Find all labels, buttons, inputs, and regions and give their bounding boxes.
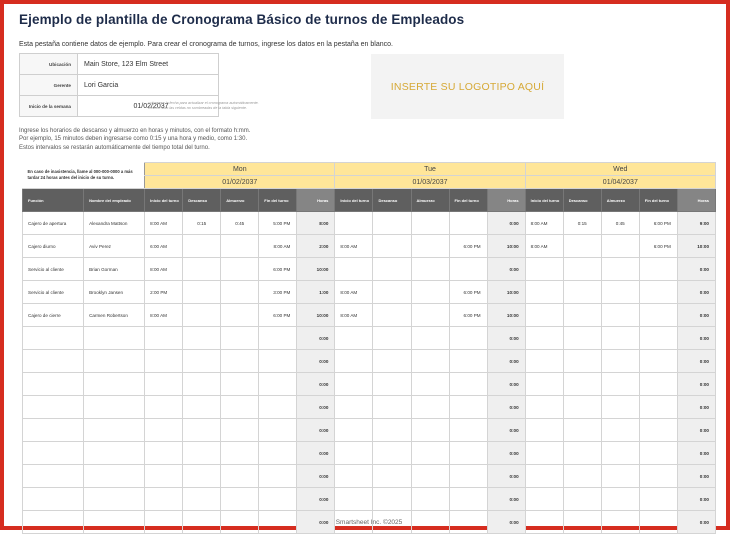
- shift-start-cell[interactable]: [145, 465, 183, 488]
- hours-cell: 0:00: [487, 212, 525, 235]
- break-cell[interactable]: [563, 281, 601, 304]
- break-cell[interactable]: [183, 465, 221, 488]
- break-cell[interactable]: [373, 396, 411, 419]
- shift-start-cell[interactable]: [525, 281, 563, 304]
- lunch-cell[interactable]: [221, 442, 259, 465]
- role-cell[interactable]: Cajero diurno: [23, 235, 84, 258]
- hint-line: Rellene solo las celdas no sombreadas de la tabla siguiente.: [148, 106, 248, 110]
- shift-start-cell[interactable]: [335, 442, 373, 465]
- shift-end-cell[interactable]: [449, 373, 487, 396]
- lunch-cell[interactable]: [601, 396, 639, 419]
- employee-cell[interactable]: [84, 465, 145, 488]
- shift-end-cell[interactable]: [259, 327, 297, 350]
- hours-cell: 0:00: [487, 350, 525, 373]
- header-lunch: Almuerzo: [221, 189, 259, 212]
- break-cell[interactable]: [563, 235, 601, 258]
- hours-cell: 1:00: [297, 281, 335, 304]
- hours-cell: 0:00: [677, 488, 715, 511]
- break-cell[interactable]: [563, 396, 601, 419]
- table-row: [23, 488, 716, 511]
- logo-placeholder[interactable]: [371, 54, 564, 119]
- header-break: Descanso: [563, 189, 601, 212]
- day-date: 01/04/2037: [525, 176, 715, 189]
- shift-start-cell[interactable]: [525, 442, 563, 465]
- shift-start-cell[interactable]: [335, 258, 373, 281]
- hint-line: <<Ingrese la fecha para actualizar el cronograma automáticamente.: [148, 101, 259, 105]
- role-cell[interactable]: [23, 465, 84, 488]
- shift-end-cell[interactable]: [639, 258, 677, 281]
- lunch-cell[interactable]: [221, 258, 259, 281]
- break-cell[interactable]: [563, 304, 601, 327]
- break-cell[interactable]: 0:15: [563, 212, 601, 235]
- lunch-cell[interactable]: [221, 327, 259, 350]
- hours-cell: 0:00: [487, 396, 525, 419]
- shift-end-cell[interactable]: [259, 350, 297, 373]
- page-title: Ejemplo de plantilla de Cronograma Básico de turnos de Empleados: [19, 12, 465, 27]
- hours-cell: 10:00: [297, 304, 335, 327]
- shift-start-cell[interactable]: 8:00 AM: [145, 258, 183, 281]
- hours-cell: 0:00: [487, 511, 525, 534]
- break-cell[interactable]: [183, 304, 221, 327]
- day-name: Mon: [145, 163, 335, 176]
- shift-start-cell[interactable]: [525, 396, 563, 419]
- shift-start-cell[interactable]: [335, 396, 373, 419]
- instruction-line: Por ejemplo, 15 minutos deben ingresarse como 0:15 y una hora y medio, como 1:30.: [19, 136, 248, 143]
- shift-end-cell[interactable]: [259, 419, 297, 442]
- shift-start-cell[interactable]: 8:00 AM: [335, 304, 373, 327]
- hours-cell: 0:00: [297, 396, 335, 419]
- shift-start-cell[interactable]: [335, 350, 373, 373]
- shift-start-cell[interactable]: [145, 442, 183, 465]
- shift-end-cell[interactable]: [449, 258, 487, 281]
- day-date: 01/02/2037: [145, 176, 335, 189]
- shift-end-cell[interactable]: [449, 442, 487, 465]
- shift-start-cell[interactable]: [525, 350, 563, 373]
- break-cell[interactable]: [183, 373, 221, 396]
- shift-start-cell[interactable]: [335, 488, 373, 511]
- shift-start-cell[interactable]: [145, 488, 183, 511]
- shift-end-cell[interactable]: [259, 465, 297, 488]
- shift-start-cell[interactable]: [525, 373, 563, 396]
- shift-end-cell[interactable]: [449, 212, 487, 235]
- employee-cell[interactable]: Alexandra Mattson: [84, 212, 145, 235]
- week-start-value[interactable]: 01/02/2037: [78, 96, 219, 117]
- break-cell[interactable]: [373, 212, 411, 235]
- schedule-table: [22, 162, 716, 534]
- hours-cell: 0:00: [487, 327, 525, 350]
- break-cell[interactable]: [373, 419, 411, 442]
- table-row: [23, 281, 716, 304]
- lunch-cell[interactable]: [411, 327, 449, 350]
- shift-end-cell[interactable]: [449, 419, 487, 442]
- hours-cell: 0:00: [487, 488, 525, 511]
- shift-end-cell[interactable]: [639, 396, 677, 419]
- day-date: 01/03/2037: [335, 176, 525, 189]
- shift-end-cell[interactable]: 6:00 PM: [449, 235, 487, 258]
- shift-end-cell[interactable]: [639, 419, 677, 442]
- header-employee: Nombre del empleado: [84, 189, 145, 212]
- lunch-cell[interactable]: [601, 488, 639, 511]
- shift-end-cell[interactable]: [259, 442, 297, 465]
- day-name-row: [23, 163, 716, 176]
- hours-cell: 10:00: [487, 281, 525, 304]
- employee-cell[interactable]: [84, 442, 145, 465]
- break-cell[interactable]: [373, 258, 411, 281]
- lunch-cell[interactable]: 0:45: [221, 212, 259, 235]
- lunch-cell[interactable]: [601, 304, 639, 327]
- hours-cell: 0:00: [677, 465, 715, 488]
- hours-cell: 0:00: [677, 373, 715, 396]
- manager-label: Gerente: [20, 75, 78, 96]
- break-cell[interactable]: [373, 488, 411, 511]
- header-shift-end: Fin del turno: [449, 189, 487, 212]
- break-cell[interactable]: [373, 373, 411, 396]
- table-row: [23, 373, 716, 396]
- shift-end-cell[interactable]: 6:00 PM: [449, 281, 487, 304]
- role-cell[interactable]: [23, 419, 84, 442]
- role-cell[interactable]: Servicio al cliente: [23, 258, 84, 281]
- lunch-cell[interactable]: [411, 281, 449, 304]
- role-cell[interactable]: [23, 442, 84, 465]
- shift-end-cell[interactable]: 6:00 PM: [259, 304, 297, 327]
- header-role: Función: [23, 189, 84, 212]
- break-cell[interactable]: [183, 442, 221, 465]
- shift-end-cell[interactable]: [639, 488, 677, 511]
- lunch-cell[interactable]: [411, 442, 449, 465]
- shift-start-cell[interactable]: [525, 488, 563, 511]
- footer: Smartsheet Inc. ©2025: [335, 519, 403, 526]
- break-cell[interactable]: [373, 327, 411, 350]
- shift-end-cell[interactable]: 6:00 PM: [449, 304, 487, 327]
- manager-value[interactable]: Lori Garcia: [78, 75, 219, 96]
- hours-cell: 0:00: [487, 373, 525, 396]
- break-cell[interactable]: [183, 258, 221, 281]
- hours-cell: 0:00: [677, 258, 715, 281]
- shift-start-cell[interactable]: [335, 327, 373, 350]
- shift-end-cell[interactable]: 3:00 PM: [259, 281, 297, 304]
- lunch-cell[interactable]: [411, 396, 449, 419]
- hours-cell: 0:00: [677, 511, 715, 534]
- shift-end-cell[interactable]: 6:00 PM: [259, 258, 297, 281]
- header-hours: Horas: [297, 189, 335, 212]
- shift-start-cell[interactable]: [525, 465, 563, 488]
- role-cell[interactable]: [23, 488, 84, 511]
- shift-start-cell[interactable]: 8:00 AM: [145, 304, 183, 327]
- location-label: Ubicación: [20, 54, 78, 75]
- shift-start-cell[interactable]: 8:00 AM: [335, 281, 373, 304]
- break-cell[interactable]: [373, 350, 411, 373]
- hours-cell: 0:00: [677, 419, 715, 442]
- break-cell[interactable]: [563, 488, 601, 511]
- header-hours: Horas: [677, 189, 715, 212]
- hours-cell: 10:00: [677, 235, 715, 258]
- shift-end-cell[interactable]: 5:00 PM: [259, 212, 297, 235]
- break-cell[interactable]: [183, 488, 221, 511]
- shift-end-cell[interactable]: [259, 488, 297, 511]
- shift-end-cell[interactable]: [639, 465, 677, 488]
- lunch-cell[interactable]: [601, 373, 639, 396]
- table-row: [23, 327, 716, 350]
- header-shift-start: Inicio del turno: [525, 189, 563, 212]
- shift-end-cell[interactable]: [639, 442, 677, 465]
- lunch-cell[interactable]: [601, 235, 639, 258]
- break-cell[interactable]: [563, 465, 601, 488]
- shift-end-cell[interactable]: [639, 304, 677, 327]
- shift-end-cell[interactable]: [449, 350, 487, 373]
- break-cell[interactable]: [373, 281, 411, 304]
- shift-start-cell[interactable]: [145, 350, 183, 373]
- role-cell[interactable]: Servicio al cliente: [23, 281, 84, 304]
- break-cell[interactable]: [183, 235, 221, 258]
- lunch-cell[interactable]: [221, 281, 259, 304]
- hours-cell: 0:00: [297, 511, 335, 534]
- break-cell[interactable]: [563, 350, 601, 373]
- lunch-cell[interactable]: [411, 465, 449, 488]
- lunch-cell[interactable]: [221, 350, 259, 373]
- table-row: [23, 350, 716, 373]
- hours-cell: 0:00: [487, 419, 525, 442]
- hours-cell: 0:00: [487, 442, 525, 465]
- hours-cell: 10:00: [487, 235, 525, 258]
- instruction-line: Estos intervalos se restarán automáticamente del tiempo total del turno.: [19, 144, 210, 151]
- shift-end-cell[interactable]: [449, 396, 487, 419]
- shift-end-cell[interactable]: 8:00 AM: [259, 235, 297, 258]
- employee-cell[interactable]: [84, 419, 145, 442]
- role-cell[interactable]: [23, 373, 84, 396]
- break-cell[interactable]: [183, 350, 221, 373]
- shift-start-cell[interactable]: [525, 419, 563, 442]
- shift-start-cell[interactable]: 8:00 AM: [525, 235, 563, 258]
- table-row: [23, 419, 716, 442]
- day-name: Wed: [525, 163, 715, 176]
- break-cell[interactable]: [183, 281, 221, 304]
- lunch-cell[interactable]: [601, 350, 639, 373]
- hours-cell: 0:00: [677, 281, 715, 304]
- break-cell[interactable]: [563, 327, 601, 350]
- hours-cell: 0:00: [677, 350, 715, 373]
- table-row: [23, 235, 716, 258]
- employee-cell[interactable]: [84, 373, 145, 396]
- lunch-cell[interactable]: [411, 258, 449, 281]
- header-break: Descanso: [183, 189, 221, 212]
- absence-note: En caso de inasistencia, llame al 000-000-0000 a más tardar 24 horas antes del inicio de su turno.: [23, 163, 145, 189]
- table-row: [23, 212, 716, 235]
- break-cell[interactable]: [373, 235, 411, 258]
- lunch-cell[interactable]: [411, 235, 449, 258]
- shift-end-cell[interactable]: 6:00 PM: [639, 212, 677, 235]
- hours-cell: 0:00: [677, 442, 715, 465]
- lunch-cell[interactable]: [221, 465, 259, 488]
- header-shift-end: Fin del turno: [639, 189, 677, 212]
- shift-start-cell[interactable]: 2:00 PM: [145, 281, 183, 304]
- shift-start-cell[interactable]: 8:00 AM: [335, 235, 373, 258]
- break-cell[interactable]: [373, 442, 411, 465]
- break-cell[interactable]: [183, 419, 221, 442]
- lunch-cell[interactable]: [601, 442, 639, 465]
- employee-cell[interactable]: Brian Gorman: [84, 258, 145, 281]
- shift-start-cell[interactable]: [145, 419, 183, 442]
- break-cell[interactable]: [183, 327, 221, 350]
- shift-start-cell[interactable]: [525, 304, 563, 327]
- lunch-cell[interactable]: [411, 419, 449, 442]
- hours-cell: 0:00: [297, 488, 335, 511]
- employee-cell[interactable]: [84, 350, 145, 373]
- break-cell[interactable]: 0:15: [183, 212, 221, 235]
- shift-end-cell[interactable]: [449, 488, 487, 511]
- hours-cell: 0:00: [677, 396, 715, 419]
- location-value[interactable]: Main Store, 123 Elm Street: [78, 54, 219, 75]
- shift-end-cell[interactable]: 6:00 PM: [639, 235, 677, 258]
- shift-start-cell[interactable]: [335, 212, 373, 235]
- shift-start-cell[interactable]: [335, 419, 373, 442]
- shift-start-cell[interactable]: [145, 373, 183, 396]
- header-break: Descanso: [373, 189, 411, 212]
- lunch-cell[interactable]: [221, 373, 259, 396]
- lunch-cell[interactable]: [411, 488, 449, 511]
- lunch-cell[interactable]: [601, 419, 639, 442]
- lunch-cell[interactable]: 0:45: [601, 212, 639, 235]
- header-shift-start: Inicio del turno: [335, 189, 373, 212]
- shift-start-cell[interactable]: [525, 258, 563, 281]
- header-lunch: Almuerzo: [411, 189, 449, 212]
- break-cell[interactable]: [183, 396, 221, 419]
- break-cell[interactable]: [563, 373, 601, 396]
- header-hours: Horas: [487, 189, 525, 212]
- table-row: [23, 396, 716, 419]
- shift-start-cell[interactable]: 8:00 AM: [145, 212, 183, 235]
- break-cell[interactable]: [563, 442, 601, 465]
- hours-cell: 0:00: [677, 327, 715, 350]
- hours-cell: 0:00: [297, 442, 335, 465]
- header-lunch: Almuerzo: [601, 189, 639, 212]
- table-row: [23, 258, 716, 281]
- day-name: Tue: [335, 163, 525, 176]
- shift-end-cell[interactable]: [449, 327, 487, 350]
- hours-cell: 0:00: [297, 419, 335, 442]
- employee-cell[interactable]: Aviv Perez: [84, 235, 145, 258]
- lunch-cell[interactable]: [601, 281, 639, 304]
- lunch-cell[interactable]: [221, 304, 259, 327]
- column-header-row: [23, 189, 716, 212]
- hours-cell: 0:00: [487, 258, 525, 281]
- lunch-cell[interactable]: [221, 488, 259, 511]
- shift-start-cell[interactable]: [145, 396, 183, 419]
- hours-cell: 0:00: [297, 465, 335, 488]
- lunch-cell[interactable]: [601, 327, 639, 350]
- role-cell[interactable]: Cajero de apertura: [23, 212, 84, 235]
- table-row: [23, 304, 716, 327]
- employee-cell[interactable]: [84, 396, 145, 419]
- lunch-cell[interactable]: [411, 373, 449, 396]
- intro-text: Esta pestaña contiene datos de ejemplo. Para crear el cronograma de turnos, ingrese los datos en la pestaña en blanco.: [19, 41, 393, 48]
- lunch-cell[interactable]: [411, 350, 449, 373]
- logo-text: INSERTE SU LOGOTIPO AQUÍ: [390, 80, 545, 93]
- shift-end-cell[interactable]: [449, 465, 487, 488]
- shift-end-cell[interactable]: [639, 327, 677, 350]
- instruction-line: Ingrese los horarios de descanso y almuerzo en horas y minutos, con el formato h:mm.: [19, 128, 251, 134]
- role-cell[interactable]: [23, 327, 84, 350]
- break-cell[interactable]: [563, 258, 601, 281]
- employee-cell[interactable]: [84, 327, 145, 350]
- instructions: [19, 127, 250, 152]
- shift-end-cell[interactable]: [259, 396, 297, 419]
- employee-cell[interactable]: [84, 488, 145, 511]
- shift-start-cell[interactable]: [335, 373, 373, 396]
- role-cell[interactable]: [23, 350, 84, 373]
- shift-start-cell[interactable]: [525, 327, 563, 350]
- table-row: [23, 465, 716, 488]
- shift-start-cell[interactable]: 8:00 AM: [525, 212, 563, 235]
- shift-end-cell[interactable]: [639, 350, 677, 373]
- shift-end-cell[interactable]: [259, 373, 297, 396]
- week-start-hint: [148, 101, 259, 111]
- hours-cell: 0:00: [487, 465, 525, 488]
- lunch-cell[interactable]: [411, 212, 449, 235]
- shift-end-cell[interactable]: [639, 281, 677, 304]
- hours-cell: 8:00: [297, 212, 335, 235]
- lunch-cell[interactable]: [221, 419, 259, 442]
- employee-cell[interactable]: Carmen Robertson: [84, 304, 145, 327]
- table-row: [23, 442, 716, 465]
- hours-cell: 10:00: [487, 304, 525, 327]
- shift-start-cell[interactable]: [145, 327, 183, 350]
- header-shift-end: Fin del turno: [259, 189, 297, 212]
- hours-cell: 9:00: [677, 212, 715, 235]
- lunch-cell[interactable]: [221, 235, 259, 258]
- shift-end-cell[interactable]: [639, 373, 677, 396]
- lunch-cell[interactable]: [221, 396, 259, 419]
- hours-cell: 10:00: [297, 258, 335, 281]
- break-cell[interactable]: [373, 465, 411, 488]
- shift-start-cell[interactable]: [335, 465, 373, 488]
- role-cell[interactable]: Cajero de cierre: [23, 304, 84, 327]
- shift-start-cell[interactable]: 6:00 AM: [145, 235, 183, 258]
- lunch-cell[interactable]: [601, 465, 639, 488]
- role-cell[interactable]: [23, 396, 84, 419]
- hours-cell: 0:00: [297, 327, 335, 350]
- hours-cell: 0:00: [297, 373, 335, 396]
- lunch-cell[interactable]: [411, 304, 449, 327]
- hours-cell: 2:00: [297, 235, 335, 258]
- lunch-cell[interactable]: [601, 258, 639, 281]
- header-shift-start: Inicio del turno: [145, 189, 183, 212]
- break-cell[interactable]: [373, 304, 411, 327]
- hours-cell: 0:00: [677, 304, 715, 327]
- employee-cell[interactable]: Brooklyn Jansen: [84, 281, 145, 304]
- hours-cell: 0:00: [297, 350, 335, 373]
- break-cell[interactable]: [563, 419, 601, 442]
- week-start-label: Inicio de la semana: [20, 96, 78, 117]
